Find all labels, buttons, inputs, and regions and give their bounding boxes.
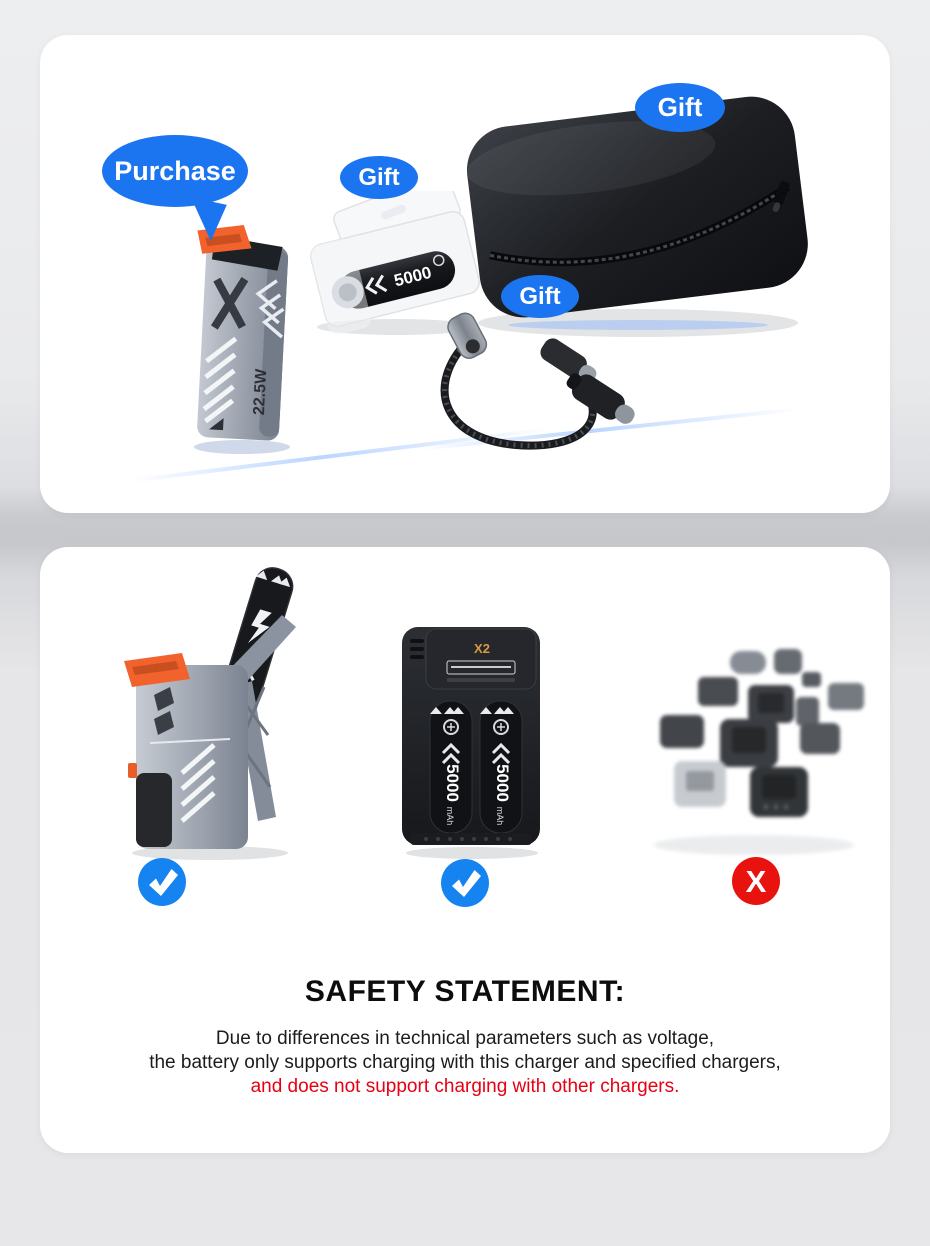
rejected-badge bbox=[732, 857, 780, 905]
safety-line: the battery only supports charging with this charger and specified chargers, bbox=[149, 1052, 781, 1073]
gift-callout-label: Gift bbox=[519, 282, 561, 310]
bundle-photo-card bbox=[40, 35, 890, 513]
gift-callout-storage-case bbox=[635, 83, 725, 132]
battery-device-photo bbox=[180, 215, 304, 455]
x-icon bbox=[732, 857, 780, 905]
purchase-callout bbox=[102, 135, 248, 207]
safety-statement-heading: SAFETY STATEMENT: bbox=[304, 975, 626, 1008]
approved-badge bbox=[138, 858, 186, 906]
dedicated-charger-photo bbox=[392, 611, 552, 861]
battery-print: 5000 bbox=[443, 764, 462, 802]
svg-text:X: X bbox=[745, 864, 767, 899]
device-with-battery-photo bbox=[110, 567, 310, 862]
check-icon bbox=[441, 859, 489, 907]
other-chargers-photo bbox=[638, 645, 870, 860]
purchase-callout-label: Purchase bbox=[114, 155, 236, 186]
battery-print: 5000 bbox=[392, 262, 434, 291]
charger-model-label: X2 bbox=[474, 641, 490, 656]
check-icon bbox=[138, 858, 186, 906]
device-print: 22.5W bbox=[250, 368, 271, 416]
battery-unit: mAh bbox=[495, 806, 505, 826]
approved-badge bbox=[441, 859, 489, 907]
safety-statement-body bbox=[40, 1027, 890, 1099]
gift-callout-cable bbox=[501, 275, 579, 318]
safety-line: Due to differences in technical parameters such as voltage, bbox=[215, 1028, 715, 1049]
safety-line-warning: and does not support charging with other chargers. bbox=[250, 1076, 680, 1097]
battery-print: 5000 bbox=[493, 764, 512, 802]
charger-battery-slot bbox=[430, 701, 472, 833]
lanyard-cable-photo bbox=[412, 293, 652, 475]
gift-callout-label: Gift bbox=[657, 92, 703, 122]
gift-callout-label: Gift bbox=[358, 163, 400, 191]
charger-battery-slot bbox=[480, 701, 522, 833]
gift-callout-battery-box bbox=[340, 156, 418, 199]
safety-card bbox=[40, 547, 890, 1153]
battery-unit: mAh bbox=[445, 806, 455, 826]
